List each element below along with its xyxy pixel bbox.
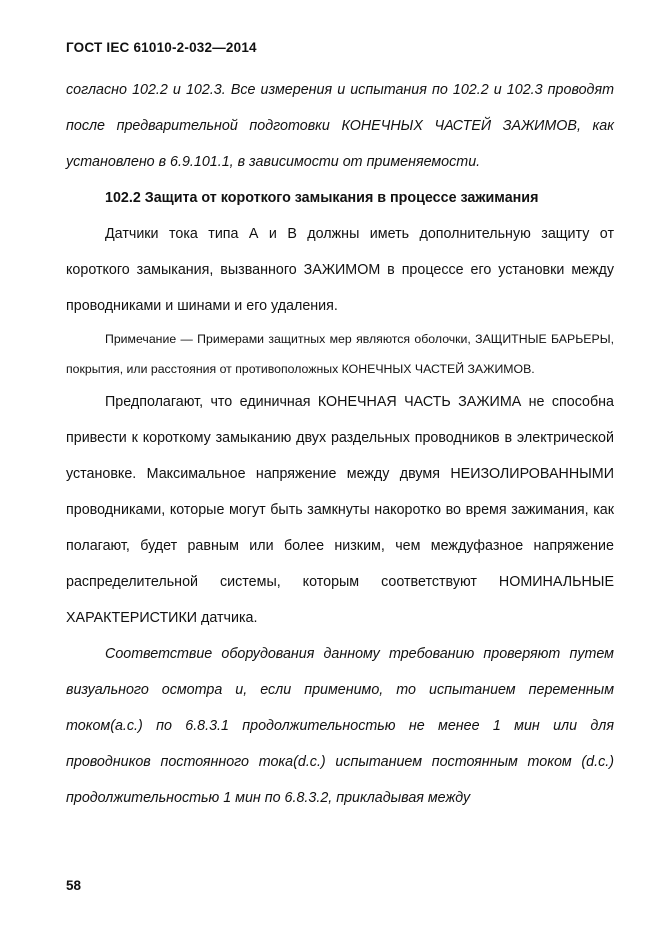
- note-paragraph: Примечание — Примерами защитных мер являются оболочки, ЗАЩИТНЫЕ БАРЬЕРЫ, покрытия, или расстояния от противоположных КОНЕЧНЫХ ЧАСТЕЙ ЗАЖИМОВ.: [66, 332, 614, 376]
- paragraph-compliance: Соответствие оборудования данному требованию проверяют путем визуального осмотра и, если применимо, то испытанием переменным током(a.c.) по 6.8.3.1 продолжительностью не менее 1 мин или для проводников постоянного тока(d.c.) испытанием постоянным током (d.c.) продолжительностью 1 мин по 6.8.3.2, прикладывая между: [66, 646, 614, 806]
- paragraph-assumption: Предполагают, что единичная КОНЕЧНАЯ ЧАСТЬ ЗАЖИМА не способна привести к короткому замыканию двух раздельных проводников в электрической установке. Максимальное напряжение между двумя НЕИЗОЛИРОВАННЫМИ проводниками, которые могут быть замкнуты накоротко во время зажимания, как полагают, будет равным или более низким, чем междуфазное напряжение распределительной системы, которым соответствуют НОМИНАЛЬНЫЕ ХАРАКТЕРИСТИКИ датчика.: [66, 394, 614, 626]
- page-number: 58: [66, 878, 82, 893]
- page-body: [66, 72, 614, 816]
- paragraph-requirement: Датчики тока типа А и В должны иметь дополнительную защиту от короткого замыкания, вызванного ЗАЖИМОМ в процессе его установки между проводниками и шинами и его удаления.: [66, 226, 614, 314]
- paragraph-continuation: согласно 102.2 и 102.3. Все измерения и испытания по 102.2 и 102.3 проводят после предварительной подготовки КОНЕЧНЫХ ЧАСТЕЙ ЗАЖИМОВ, как установлено в 6.9.101.1, в зависимости от применяемости.: [66, 82, 614, 170]
- document-header: ГОСТ IEC 61010-2-032—2014: [66, 40, 257, 55]
- section-heading: 102.2 Защита от короткого замыкания в процессе зажимания: [105, 190, 539, 206]
